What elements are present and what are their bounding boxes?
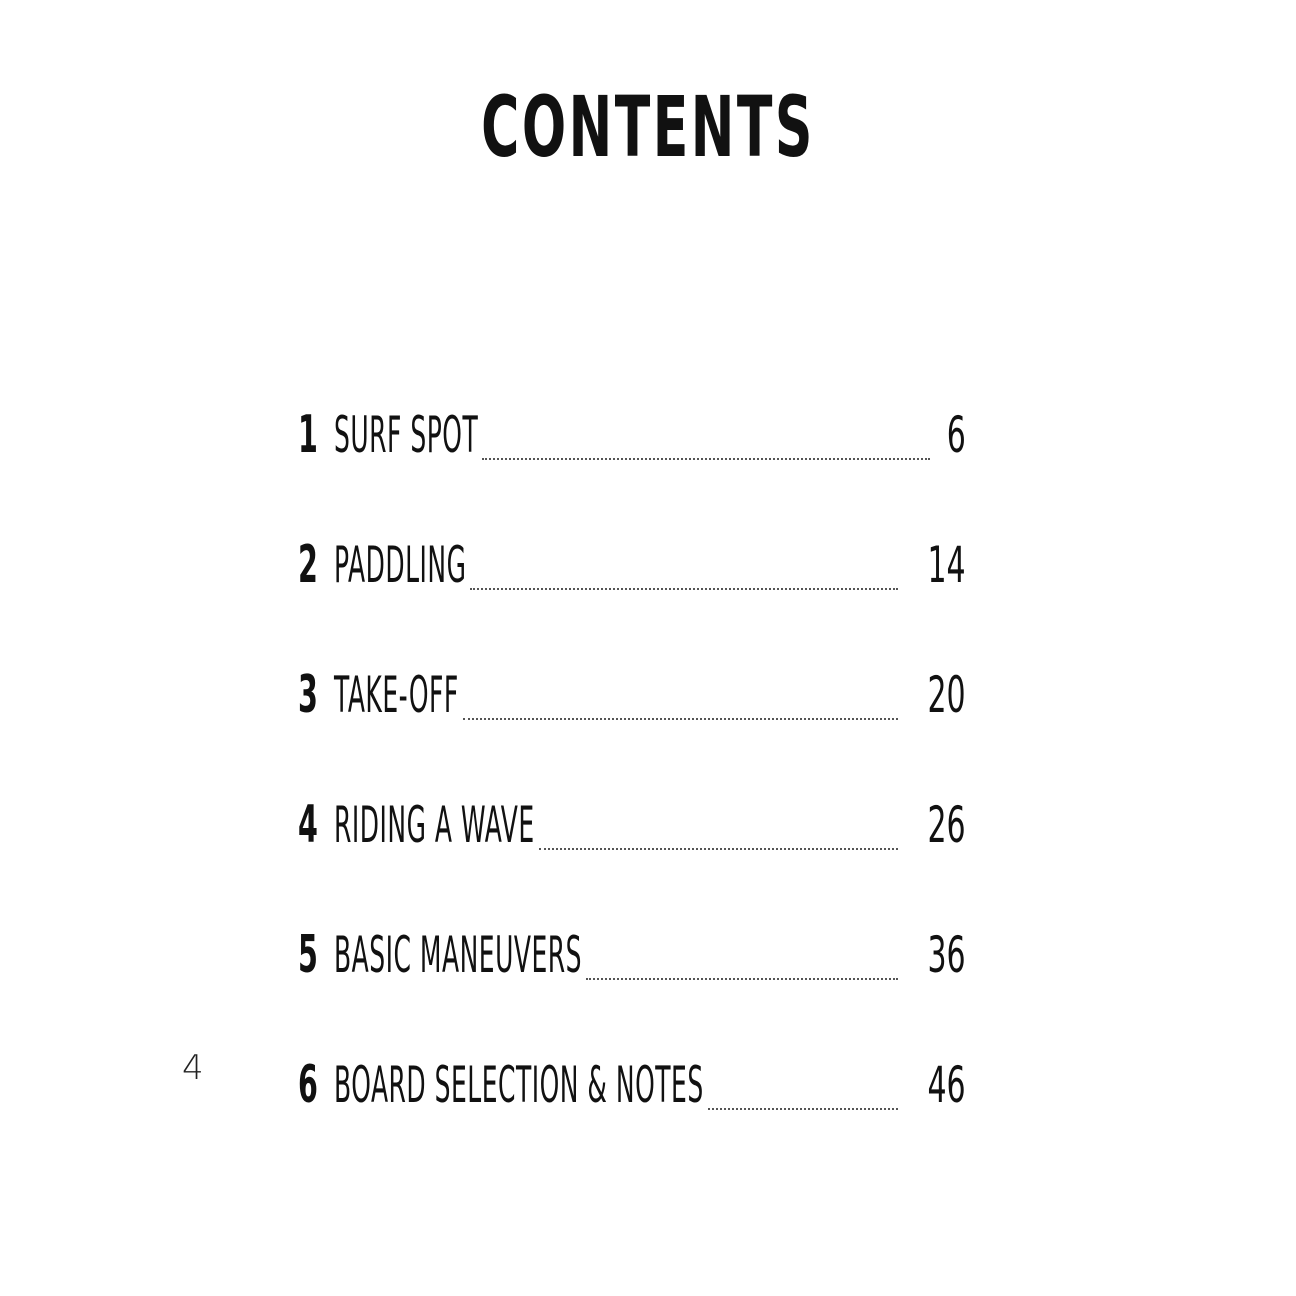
toc-entry[interactable] xyxy=(298,860,966,990)
toc-entry-number: 4 xyxy=(298,795,318,855)
toc-entry-number: 6 xyxy=(298,1055,318,1115)
toc-entry[interactable] xyxy=(298,990,966,1120)
toc-entry-number: 1 xyxy=(298,405,318,465)
page-title: CONTENTS xyxy=(481,78,815,176)
dot-leader xyxy=(539,847,899,850)
dot-leader xyxy=(470,587,898,590)
toc-entry-label: BASIC MANEUVERS xyxy=(334,926,583,984)
table-of-contents xyxy=(298,340,966,1120)
toc-entry[interactable] xyxy=(298,470,966,600)
toc-entry[interactable] xyxy=(298,600,966,730)
toc-entry-page: 20 xyxy=(927,666,966,724)
toc-entry-page: 46 xyxy=(927,1056,966,1114)
dot-leader xyxy=(463,717,899,720)
toc-entry-page: 26 xyxy=(927,796,966,854)
toc-entry-label: BOARD SELECTION & NOTES xyxy=(334,1056,704,1114)
toc-entry-number: 2 xyxy=(298,535,318,595)
toc-entry-number: 3 xyxy=(298,665,318,725)
page-number: 4 xyxy=(182,1048,204,1088)
toc-entry-page: 36 xyxy=(927,926,966,984)
toc-entry-label: PADDLING xyxy=(334,536,467,594)
toc-entry-label: SURF SPOT xyxy=(334,406,479,464)
dot-leader xyxy=(708,1107,899,1110)
toc-entry[interactable] xyxy=(298,730,966,860)
dot-leader xyxy=(586,977,898,980)
toc-entry-number: 5 xyxy=(298,925,318,985)
toc-entry-label: TAKE-OFF xyxy=(334,666,459,724)
toc-entry-page: 14 xyxy=(927,536,966,594)
toc-entry[interactable] xyxy=(298,340,966,470)
dot-leader xyxy=(482,457,930,460)
toc-entry-page: 6 xyxy=(946,406,966,464)
toc-entry-label: RIDING A WAVE xyxy=(334,796,535,854)
